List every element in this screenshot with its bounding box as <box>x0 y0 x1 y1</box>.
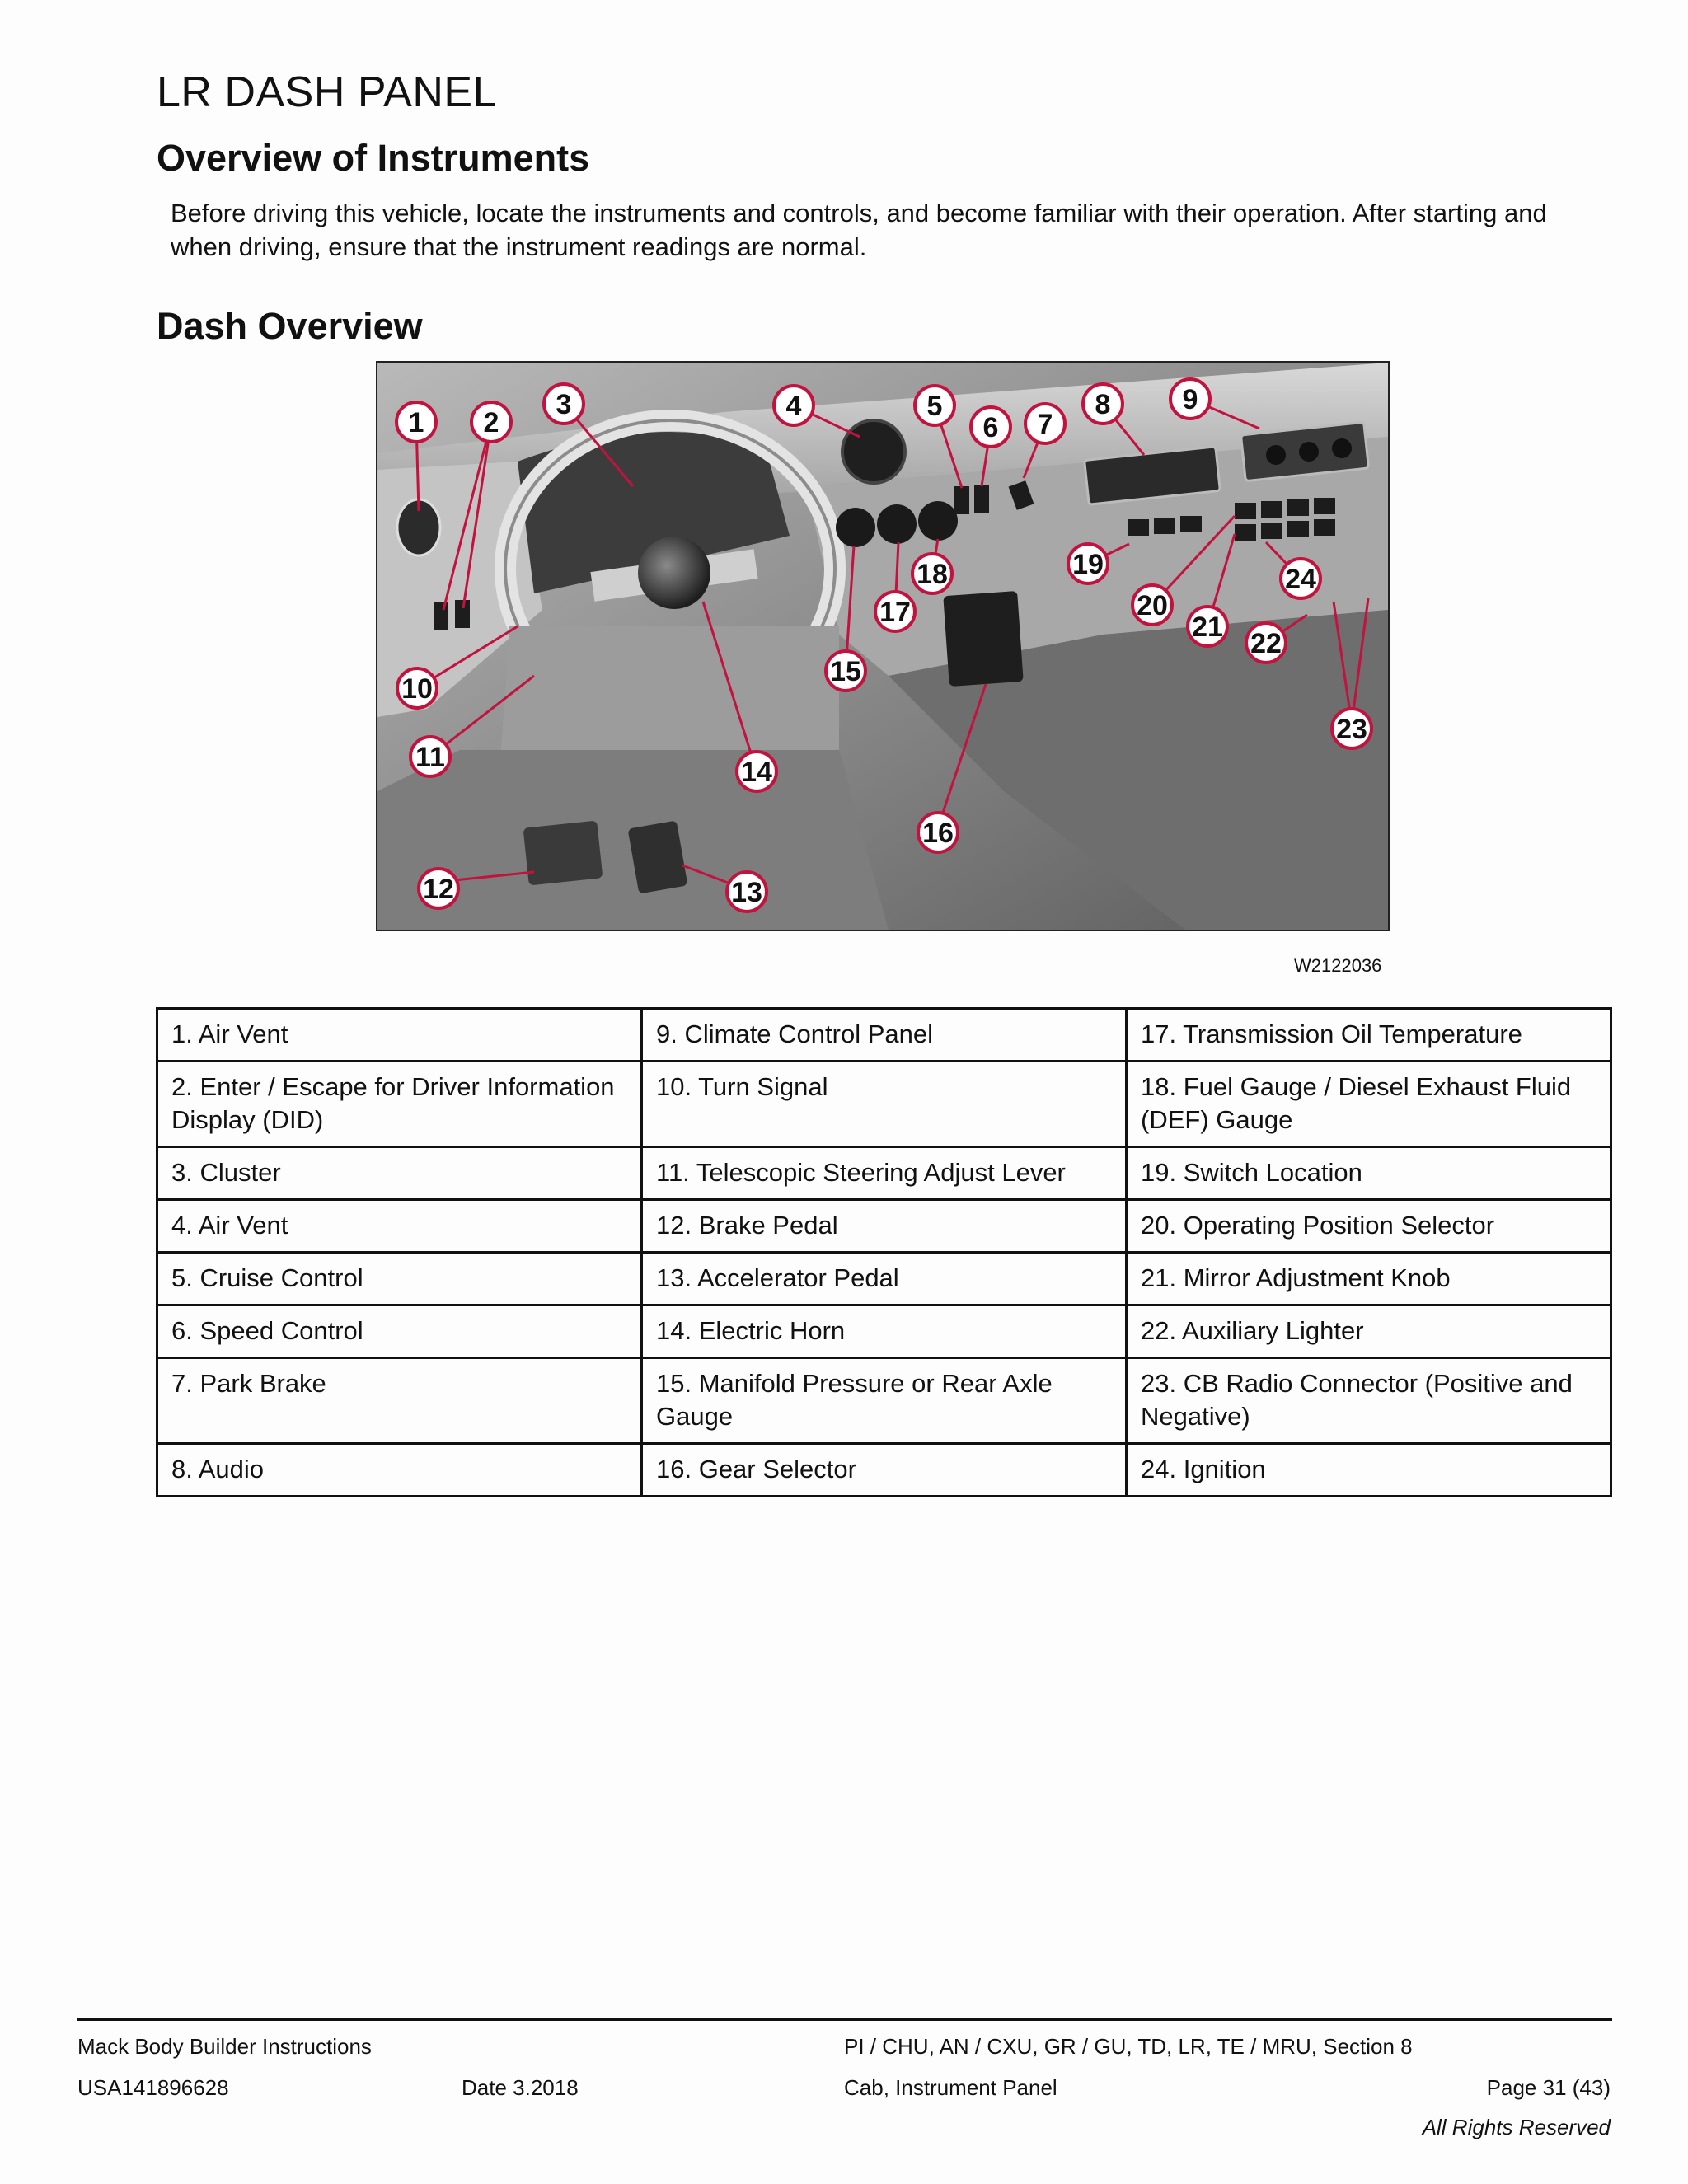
svg-text:12: 12 <box>423 874 454 905</box>
callout-5 <box>915 386 954 425</box>
legend-cell: 6. Speed Control <box>157 1305 642 1358</box>
climate-knob-2 <box>1299 442 1319 462</box>
section-heading: Overview of Instruments <box>157 137 590 179</box>
table-row <box>157 1062 1611 1147</box>
callout-9 <box>1170 379 1210 419</box>
gauge-17 <box>877 504 917 544</box>
gear-selector <box>943 591 1023 687</box>
intro-paragraph: Before driving this vehicle, locate the instruments and controls, and become familiar with their operation. After starting and when driving, ensure that the instrument readings are normal. <box>171 199 1547 261</box>
legend-cell: 19. Switch Location <box>1127 1147 1611 1200</box>
legend-cell: 24. Ignition <box>1127 1444 1611 1497</box>
svg-text:11: 11 <box>415 742 445 773</box>
footer-models: PI / CHU, AN / CXU, GR / GU, TD, LR, TE / MRU, Section 8 <box>844 2034 1413 2059</box>
footer-rule <box>77 2018 1612 2021</box>
escape-button <box>455 600 470 628</box>
callout-21 <box>1188 607 1227 646</box>
legend-cell: 5. Cruise Control <box>157 1253 642 1305</box>
svg-text:3: 3 <box>556 389 572 420</box>
horn-hub <box>638 537 710 609</box>
svg-text:9: 9 <box>1182 384 1198 415</box>
table-row <box>157 1444 1611 1497</box>
svg-text:13: 13 <box>731 877 762 908</box>
table-row <box>157 1200 1611 1253</box>
svg-text:17: 17 <box>879 597 911 628</box>
switch-5 <box>954 486 969 514</box>
callout-22 <box>1246 623 1286 663</box>
legend-cell: 9. Climate Control Panel <box>642 1009 1127 1062</box>
page-title: LR DASH PANEL <box>157 68 498 116</box>
legend-cell: 7. Park Brake <box>157 1358 642 1444</box>
svg-text:5: 5 <box>926 391 943 422</box>
climate-knob-3 <box>1332 438 1352 458</box>
table-row <box>157 1305 1611 1358</box>
legend-cell: 14. Electric Horn <box>642 1305 1127 1358</box>
callout-6 <box>971 407 1010 447</box>
table-row <box>157 1147 1611 1200</box>
figure-id: W2122036 <box>1294 955 1382 976</box>
callout-10 <box>397 668 437 708</box>
legend-cell: 20. Operating Position Selector <box>1127 1200 1611 1253</box>
legend-cell: 15. Manifold Pressure or Rear Axle Gauge <box>642 1358 1127 1444</box>
svg-text:14: 14 <box>741 757 772 788</box>
dash-overview-figure <box>376 361 1390 931</box>
callout-18 <box>912 554 952 593</box>
svg-text:21: 21 <box>1192 612 1223 643</box>
legend-cell: 12. Brake Pedal <box>642 1200 1127 1253</box>
legend-cell: 13. Accelerator Pedal <box>642 1253 1127 1305</box>
callout-15 <box>826 651 865 691</box>
air-vent-round <box>842 420 905 483</box>
callout-19 <box>1068 544 1108 583</box>
legend-cell: 21. Mirror Adjustment Knob <box>1127 1253 1611 1305</box>
svg-text:1: 1 <box>408 407 424 438</box>
table-row <box>157 1009 1611 1062</box>
legend-cell: 16. Gear Selector <box>642 1444 1127 1497</box>
svg-text:6: 6 <box>982 412 999 443</box>
callout-13 <box>727 872 767 912</box>
callout-20 <box>1132 585 1172 625</box>
legend-cell: 8. Audio <box>157 1444 642 1497</box>
legend-cell: 3. Cluster <box>157 1147 642 1200</box>
climate-knob-1 <box>1266 445 1286 465</box>
callout-24 <box>1281 559 1320 598</box>
subsection-heading: Dash Overview <box>157 305 423 347</box>
footer-rights: All Rights Reserved <box>1422 2115 1611 2139</box>
svg-text:22: 22 <box>1250 628 1282 659</box>
callout-8 <box>1083 384 1123 424</box>
svg-text:15: 15 <box>830 656 861 687</box>
svg-text:8: 8 <box>1095 389 1111 420</box>
callout-7 <box>1025 404 1065 443</box>
svg-text:20: 20 <box>1137 590 1168 621</box>
legend-cell: 10. Turn Signal <box>642 1062 1127 1147</box>
svg-text:16: 16 <box>922 818 954 849</box>
svg-text:19: 19 <box>1072 549 1104 580</box>
callout-4 <box>774 386 814 425</box>
svg-text:7: 7 <box>1037 409 1053 440</box>
legend-cell: 2. Enter / Escape for Driver Information Display (DID) <box>157 1062 642 1147</box>
legend-table <box>156 1007 1612 1497</box>
callout-16 <box>918 813 958 852</box>
gauge-18 <box>918 501 958 541</box>
callout-17 <box>875 592 915 631</box>
legend-cell: 18. Fuel Gauge / Diesel Exhaust Fluid (DEF) Gauge <box>1127 1062 1611 1147</box>
callout-23 <box>1332 709 1372 748</box>
table-row <box>157 1253 1611 1305</box>
legend-cell: 22. Auxiliary Lighter <box>1127 1305 1611 1358</box>
gauge-15 <box>836 508 875 547</box>
callout-3 <box>544 384 584 424</box>
enter-button <box>434 602 448 630</box>
callout-2 <box>471 402 511 442</box>
table-row <box>157 1358 1611 1444</box>
footer-page-number: Page 31 (43) <box>1486 2075 1611 2100</box>
switch-6 <box>974 485 989 513</box>
svg-text:4: 4 <box>785 391 802 422</box>
svg-text:23: 23 <box>1336 714 1367 745</box>
dash-illustration <box>377 363 1388 930</box>
footer-date: Date 3.2018 <box>462 2075 579 2100</box>
callout-14 <box>737 752 776 791</box>
lower-dash <box>501 626 839 750</box>
footer-doc-title: Mack Body Builder Instructions <box>77 2034 372 2059</box>
svg-text:2: 2 <box>483 407 499 438</box>
svg-text:18: 18 <box>917 559 948 590</box>
callout-1 <box>396 402 436 442</box>
svg-text:24: 24 <box>1285 564 1316 595</box>
legend-cell: 23. CB Radio Connector (Positive and Negative) <box>1127 1358 1611 1444</box>
legend-cell: 4. Air Vent <box>157 1200 642 1253</box>
brake-pedal <box>523 820 603 885</box>
legend-cell: 11. Telescopic Steering Adjust Lever <box>642 1147 1127 1200</box>
callout-12 <box>419 869 458 908</box>
footer-doc-number: USA141896628 <box>77 2075 229 2100</box>
legend-cell: 1. Air Vent <box>157 1009 642 1062</box>
callout-11 <box>410 737 450 776</box>
legend-cell: 17. Transmission Oil Temperature <box>1127 1009 1611 1062</box>
svg-text:10: 10 <box>401 673 433 705</box>
footer-section: Cab, Instrument Panel <box>844 2075 1057 2100</box>
